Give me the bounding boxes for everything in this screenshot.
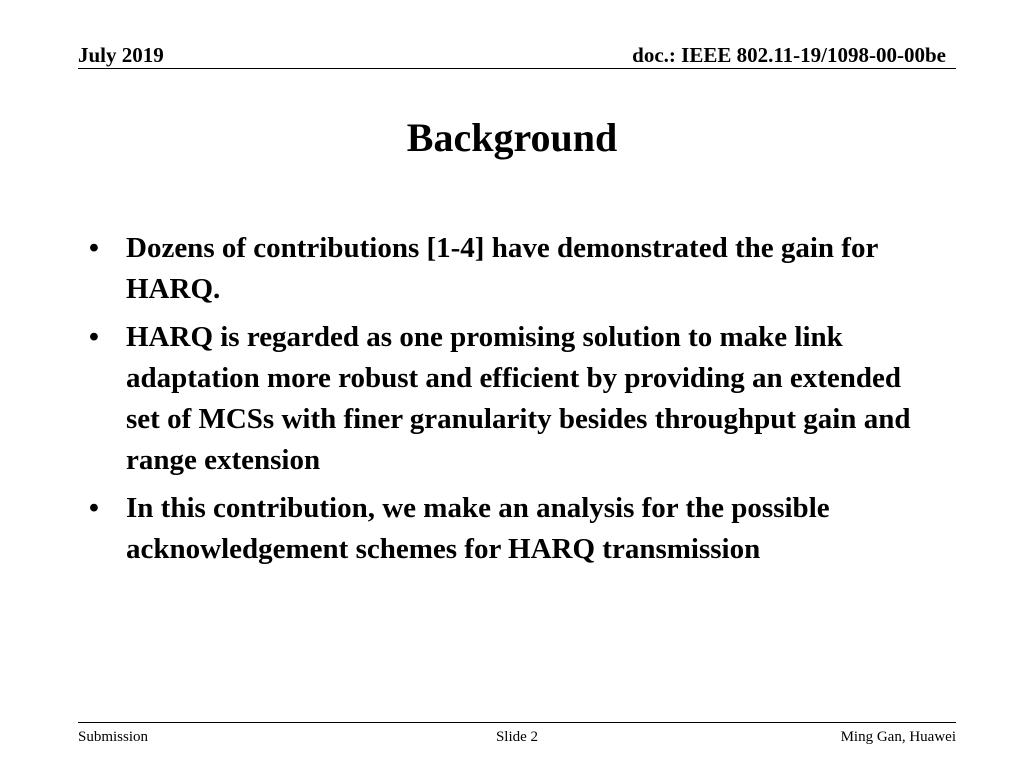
bullet-text: Dozens of contributions [1-4] have demonstrated the gain for HARQ. [126, 232, 878, 305]
bullet-icon: • [88, 492, 100, 524]
footer-submission: Submission [78, 729, 149, 745]
footer-author: Ming Gan, Huawei [840, 729, 956, 745]
bullet-list [84, 228, 934, 577]
slide-title: Background [406, 115, 618, 160]
bullet-text: In this contribution, we make an analysis for the possible acknowledgement schemes for HARQ transmission [126, 492, 830, 565]
bullet-item [84, 317, 934, 481]
bullet-item [84, 228, 934, 310]
bullet-icon: • [88, 232, 100, 264]
header-date: July 2019 [78, 43, 164, 67]
header-divider [78, 68, 956, 69]
bullet-item [84, 488, 934, 570]
header-doc-id: doc.: IEEE 802.11-19/1098-00-00be [632, 43, 946, 67]
footer-divider [78, 722, 956, 723]
bullet-icon: • [88, 321, 100, 353]
bullet-text: HARQ is regarded as one promising solution to make link adaptation more robust and efficient by providing an extended set of MCSs with finer granularity besides throughput gain and range extension [126, 321, 911, 476]
footer-slide-number: Slide 2 [495, 729, 539, 745]
